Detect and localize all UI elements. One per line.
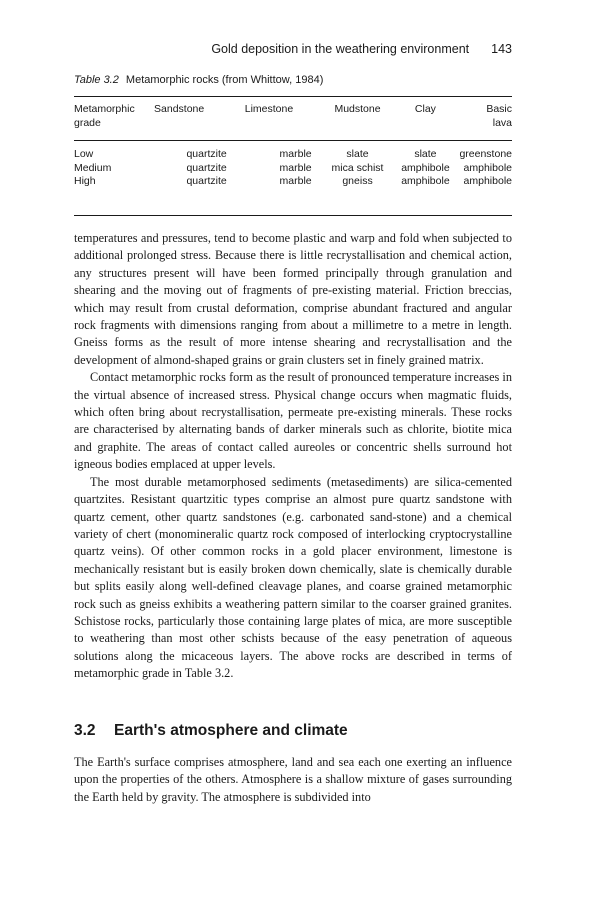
table-cell: High (74, 175, 96, 187)
table-row (74, 162, 512, 176)
paragraph: The Earth's surface comprises atmosphere, land and sea each one exerting an influence upon the properties of the others. Atmosphere is a shallow mixture of gases surrounding the Earth held by gravity. The atmosphere is subdivided into (74, 755, 512, 804)
table-cell: gneiss (342, 175, 373, 187)
paragraph: Contact metamorphic rocks form as the result of pronounced temperature increases in the virtual absence of increased stress. Physical change occurs when magmatic fluids, which often bring about recrystallisation, permeate pre-existing minerals. These rocks are characterised by alternating bands of darker minerals such as chlorite, biotite mica and graphite. The areas of contact called aureoles or concentric shells surround hot igneous bodies emplaced at upper levels. (74, 370, 512, 472)
body-text (74, 230, 512, 683)
table-header-row (74, 97, 512, 141)
section-number: 3.2 (74, 722, 96, 739)
column-header: Metamorphic grade (74, 103, 135, 129)
table-cell: greenstone (459, 148, 512, 160)
table-cell: quartzite (186, 161, 227, 174)
table-cell: marble (279, 148, 312, 160)
page-number: 143 (491, 42, 512, 56)
table-cell: marble (279, 161, 312, 174)
paragraph: temperatures and pressures, tend to become plastic and warp and fold when subjected to additional prolonged stress. Because there is little recrystallisation and chemical action, any structures present will have been formed principally through granulation and shearing and the moving out of fragments of pre-existing material. Friction breccias, which may result from crustal deformation, comprise abundant fractured and angular rock fragments with dimensions ranging from about a millimetre to a metre in length. Gneiss forms as the result of more intense shearing and recrystallisation and the development of almond-shaped grains or grain clusters set in finely grained matrix. (74, 231, 512, 367)
table-cell: marble (279, 175, 312, 187)
column-header: Mudstone (334, 103, 381, 115)
table-caption-text: Metamorphic rocks (from Whittow, 1984) (125, 74, 324, 86)
table-cell: slate (346, 148, 369, 160)
running-title: Gold deposition in the weathering environment (211, 42, 470, 56)
metamorphic-rocks-table (74, 96, 512, 216)
paragraph: The most durable metamorphosed sediments (metasediments) are silica-cemented quartzites. Resistant quartzitic types comprise an almost pure quartz sandstone with quartz cement, other quartz sandstones (e.g. carbonated sand-stone) and a chemical variety of chert (monomineralic quartz rock composed of interlocking cryptocrystalline quartz veins). Of other common rocks in a gold placer environment, limestone is mechanically resistant but is easily broken down chemically, slate is chemically durable but splits easily along well-defined cleavage planes, and coarse grained metamorphic rock such as gneiss exhibits a weathering pattern similar to the coarser grained granites. Schistose rocks, particularly those containing large plates of mica, are more susceptible to weathering than most other schists because of the easy penetration of aqueous solutions along the micaceous layers. The above rocks are described in terms of metamorphic grade in Table 3.2. (74, 474, 512, 681)
column-header: Sandstone (154, 103, 205, 115)
table-row (74, 175, 512, 215)
table-cell: amphibole (463, 175, 512, 187)
running-head (74, 42, 512, 56)
table-cell: amphibole (401, 161, 450, 174)
table-cell: Low (74, 148, 94, 160)
table-cell: amphibole (463, 161, 512, 174)
table-cell: Medium (74, 161, 112, 174)
column-header: Limestone (244, 103, 294, 115)
section-heading (74, 722, 512, 740)
table-caption (74, 74, 512, 86)
section-text (74, 754, 512, 806)
table-cell: slate (414, 148, 437, 160)
table-cell: mica schist (331, 161, 384, 174)
table-cell: amphibole (401, 175, 450, 187)
table-caption-label: Table 3.2 (74, 74, 119, 86)
column-header: Clay (414, 103, 436, 115)
table-row (74, 141, 512, 162)
section-title: Earth's atmosphere and climate (114, 722, 348, 739)
table-cell: quartzite (186, 175, 227, 187)
table-cell: quartzite (186, 148, 227, 160)
column-header: Basic lava (486, 103, 512, 129)
